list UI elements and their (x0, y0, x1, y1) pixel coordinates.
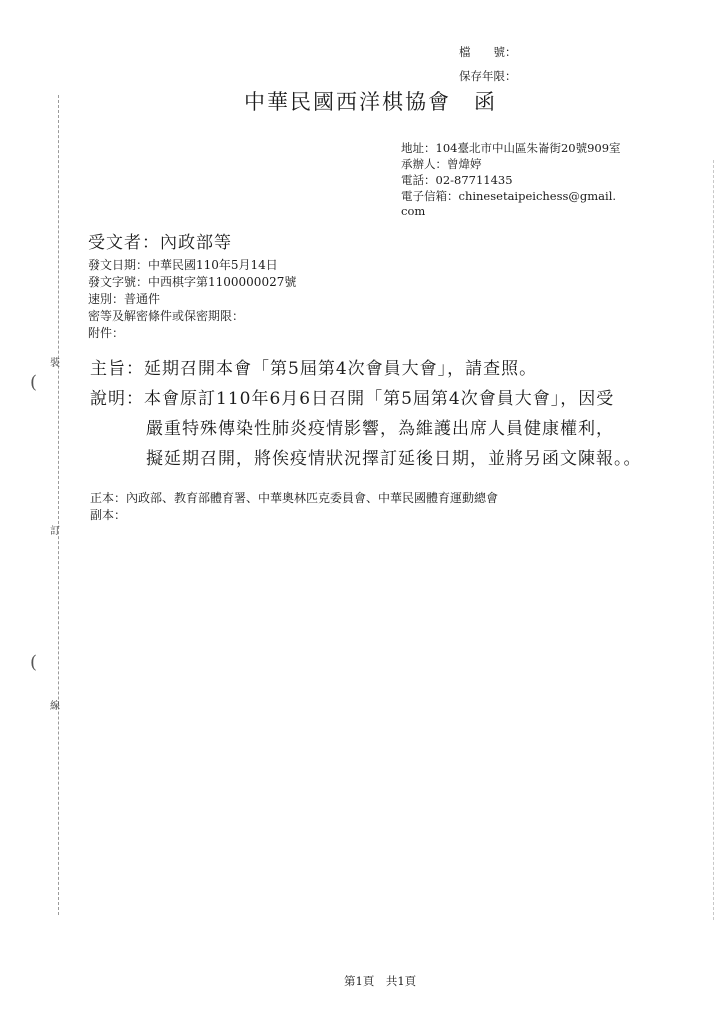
contact-phone: 電話：02-87711435 (401, 173, 513, 187)
contact-handler: 承辦人：曾煒婷 (401, 157, 482, 171)
issue-number: 發文字號：中西棋字第1100000027號 (88, 275, 297, 289)
recipient: 受文者：內政部等 (88, 233, 232, 253)
file-number-label: 檔 號： (459, 45, 517, 59)
binding-mark-ding: 訂 (50, 526, 60, 537)
contact-address: 地址：104臺北市中山區朱崙街20號909室 (401, 141, 621, 155)
hole-punch-mark: ( (30, 372, 38, 393)
explanation-line-2: 嚴重特殊傳染性肺炎疫情影響，為維護出席人員健康權利， (146, 419, 614, 439)
distribution-main: 正本：內政部、教育部體育署、中華奧林匹克委員會、中華民國體育運動總會 (90, 491, 499, 505)
binding-margin-line (58, 95, 59, 915)
hole-punch-mark-lower: ( (30, 652, 38, 673)
issue-date: 發文日期：中華民國110年5月14日 (88, 258, 278, 272)
contact-email-cont: com (401, 204, 426, 218)
security-level: 密等及解密條件或保密期限： (88, 309, 245, 323)
letterhead-title: 中華民國西洋棋協會 函 (244, 90, 497, 114)
explanation-line-3: 擬延期召開，將俟疫情狀況擇訂延後日期，並將另函文陳報。。 (146, 449, 642, 469)
distribution-copy: 副本： (90, 508, 127, 522)
delivery-speed: 速別：普通件 (88, 292, 161, 306)
binding-mark-zhuang: 裝 (50, 358, 60, 369)
attachment: 附件： (88, 326, 125, 340)
page-number: 第1頁 共1頁 (344, 974, 417, 988)
explanation-line-1: 說明：本會原訂110年6月6日召開「第5屆第4次會員大會」，因受 (90, 389, 615, 409)
subject: 主旨：延期召開本會「第5屆第4次會員大會」，請查照。 (90, 359, 538, 379)
binding-mark-xian: 線 (50, 701, 60, 712)
contact-email: 電子信箱：chinesetaipeichess@gmail. (401, 189, 617, 203)
right-margin-line (713, 160, 714, 920)
retention-period-label: 保存年限： (459, 69, 517, 83)
